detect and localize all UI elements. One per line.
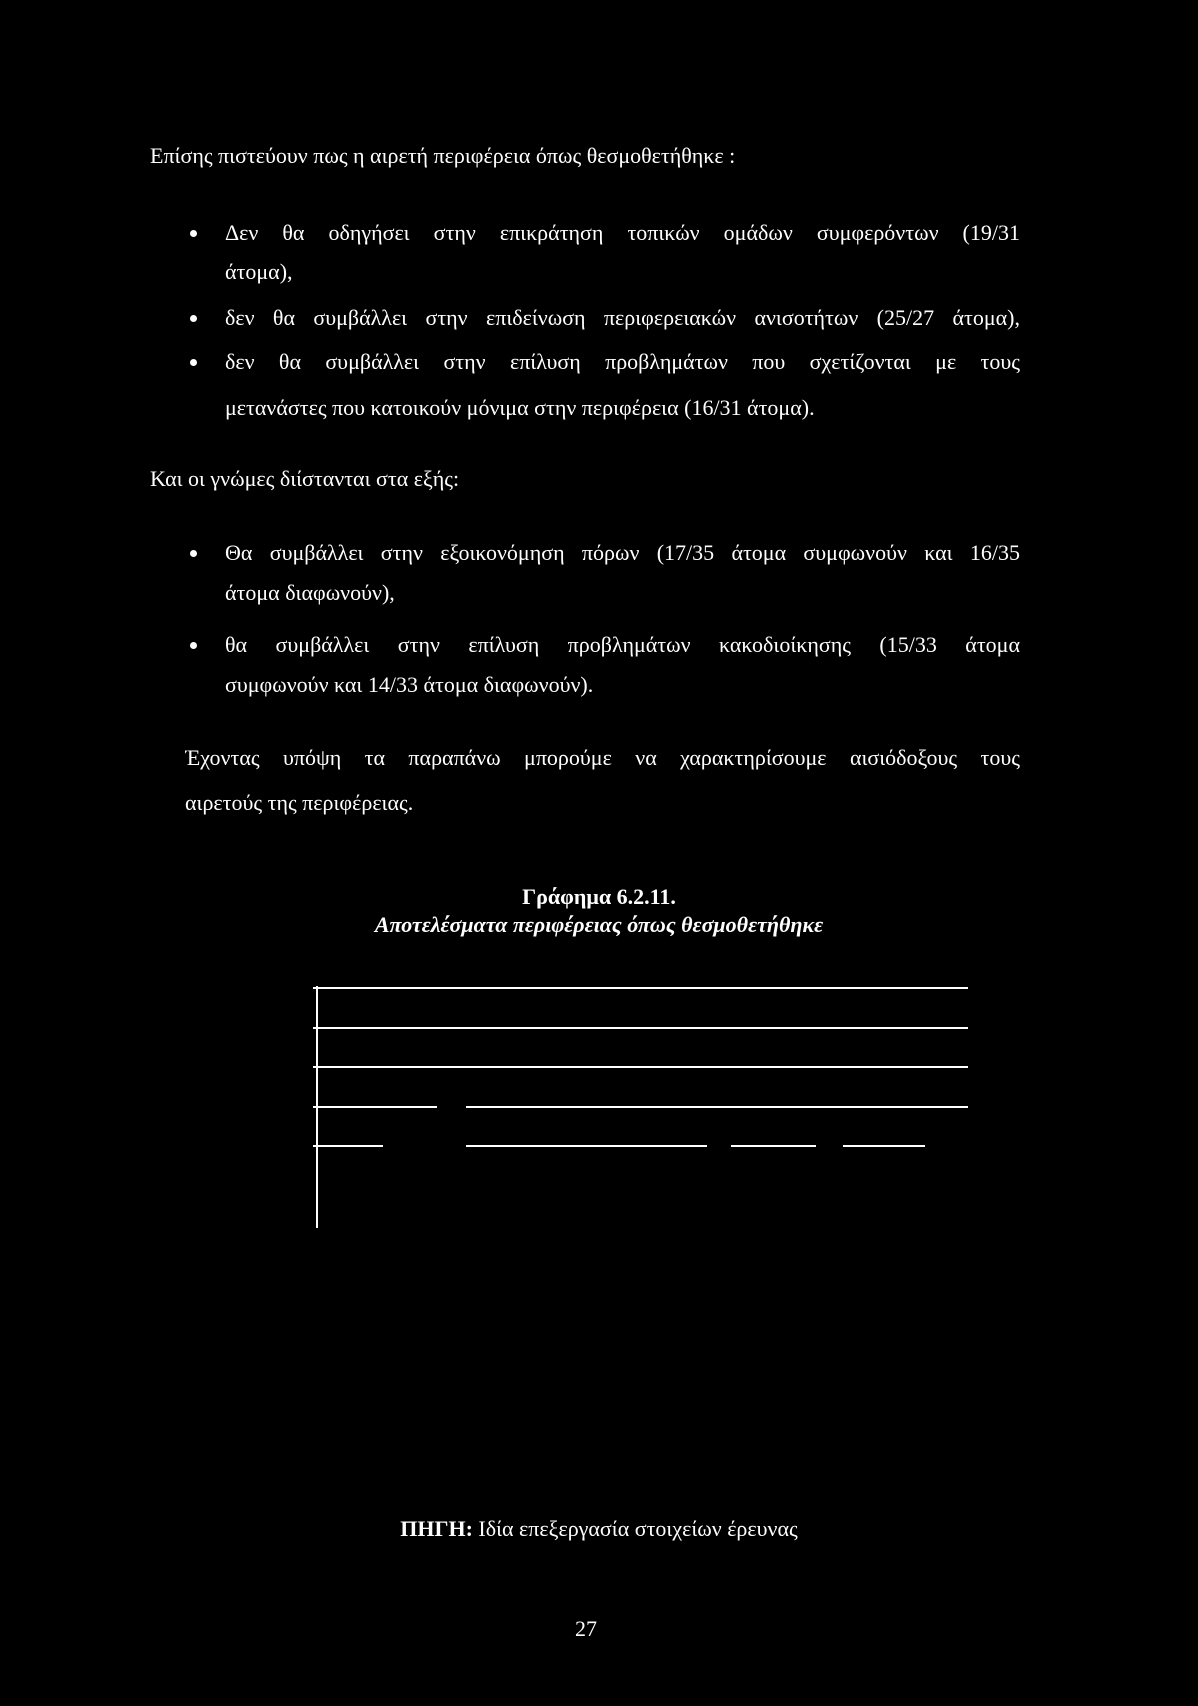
gridline [731,1145,816,1147]
gridline [313,1027,968,1029]
intro-text: Επίσης πιστεύουν πως η αιρετή περιφέρεια όπως θεσμοθετήθηκε : [150,143,736,168]
list2-item2-line2: συμφωνούν και 14/33 άτομα διαφωνούν). [225,672,594,697]
source-label: ΠΗΓΗ: [400,1516,473,1541]
divided-intro-text: Και οι γνώμες διίστανται στα εξής: [150,466,460,491]
bullet-icon [190,642,197,649]
list1-item2-line1: δεν θα συμβάλλει στην επιδείνωση περιφερειακών ανισοτήτων (25/27 άτομα), [225,305,1020,330]
gridline [466,1106,968,1108]
source-note [0,1515,1198,1543]
figure-number: Γράφημα 6.2.11. [522,884,676,909]
bullet-icon [190,550,197,557]
list2-item1-line1: Θα συμβάλλει στην εξοικονόμηση πόρων (17/35 άτομα συμφωνούν και 16/35 [225,540,1020,565]
list1-item1-line1: Δεν θα οδηγήσει στην επικράτηση τοπικών ομάδων συμφερόντων (19/31 [225,220,1020,245]
list1-item1-line2: άτομα), [225,259,293,284]
bullet-icon [190,359,197,366]
page-number: 27 [575,1616,597,1641]
list1-item3-line1: δεν θα συμβάλλει στην επίλυση προβλημάτων που σχετίζονται με τους [225,349,1020,374]
gridline [466,1145,707,1147]
conclusion-line1: Έχοντας υπόψη τα παραπάνω μπορούμε να χαρακτηρίσουμε αισιόδοξους τους [185,745,1020,770]
gridline [313,1106,437,1108]
gridline [313,1066,968,1068]
list1-item3-line2: μετανάστες που κατοικούν μόνιμα στην περιφέρεια (16/31 άτομα). [225,395,815,420]
figure-caption: Αποτελέσματα περιφέρειας όπως θεσμοθετήθηκε [374,912,824,937]
gridline [313,1145,383,1147]
list2-item2-line1: θα συμβάλλει στην επίλυση προβλημάτων κακοδιοίκησης (15/33 άτομα [225,632,1020,657]
bullet-icon [190,230,197,237]
bullet-icon [190,315,197,322]
source-text: Ιδία επεξεργασία στοιχείων έρευνας [472,1516,798,1541]
conclusion-line2: αιρετούς της περιφέρειας. [185,790,414,815]
list2-item1-line2: άτομα διαφωνούν), [225,580,395,605]
gridline [313,987,968,989]
gridline [843,1145,925,1147]
